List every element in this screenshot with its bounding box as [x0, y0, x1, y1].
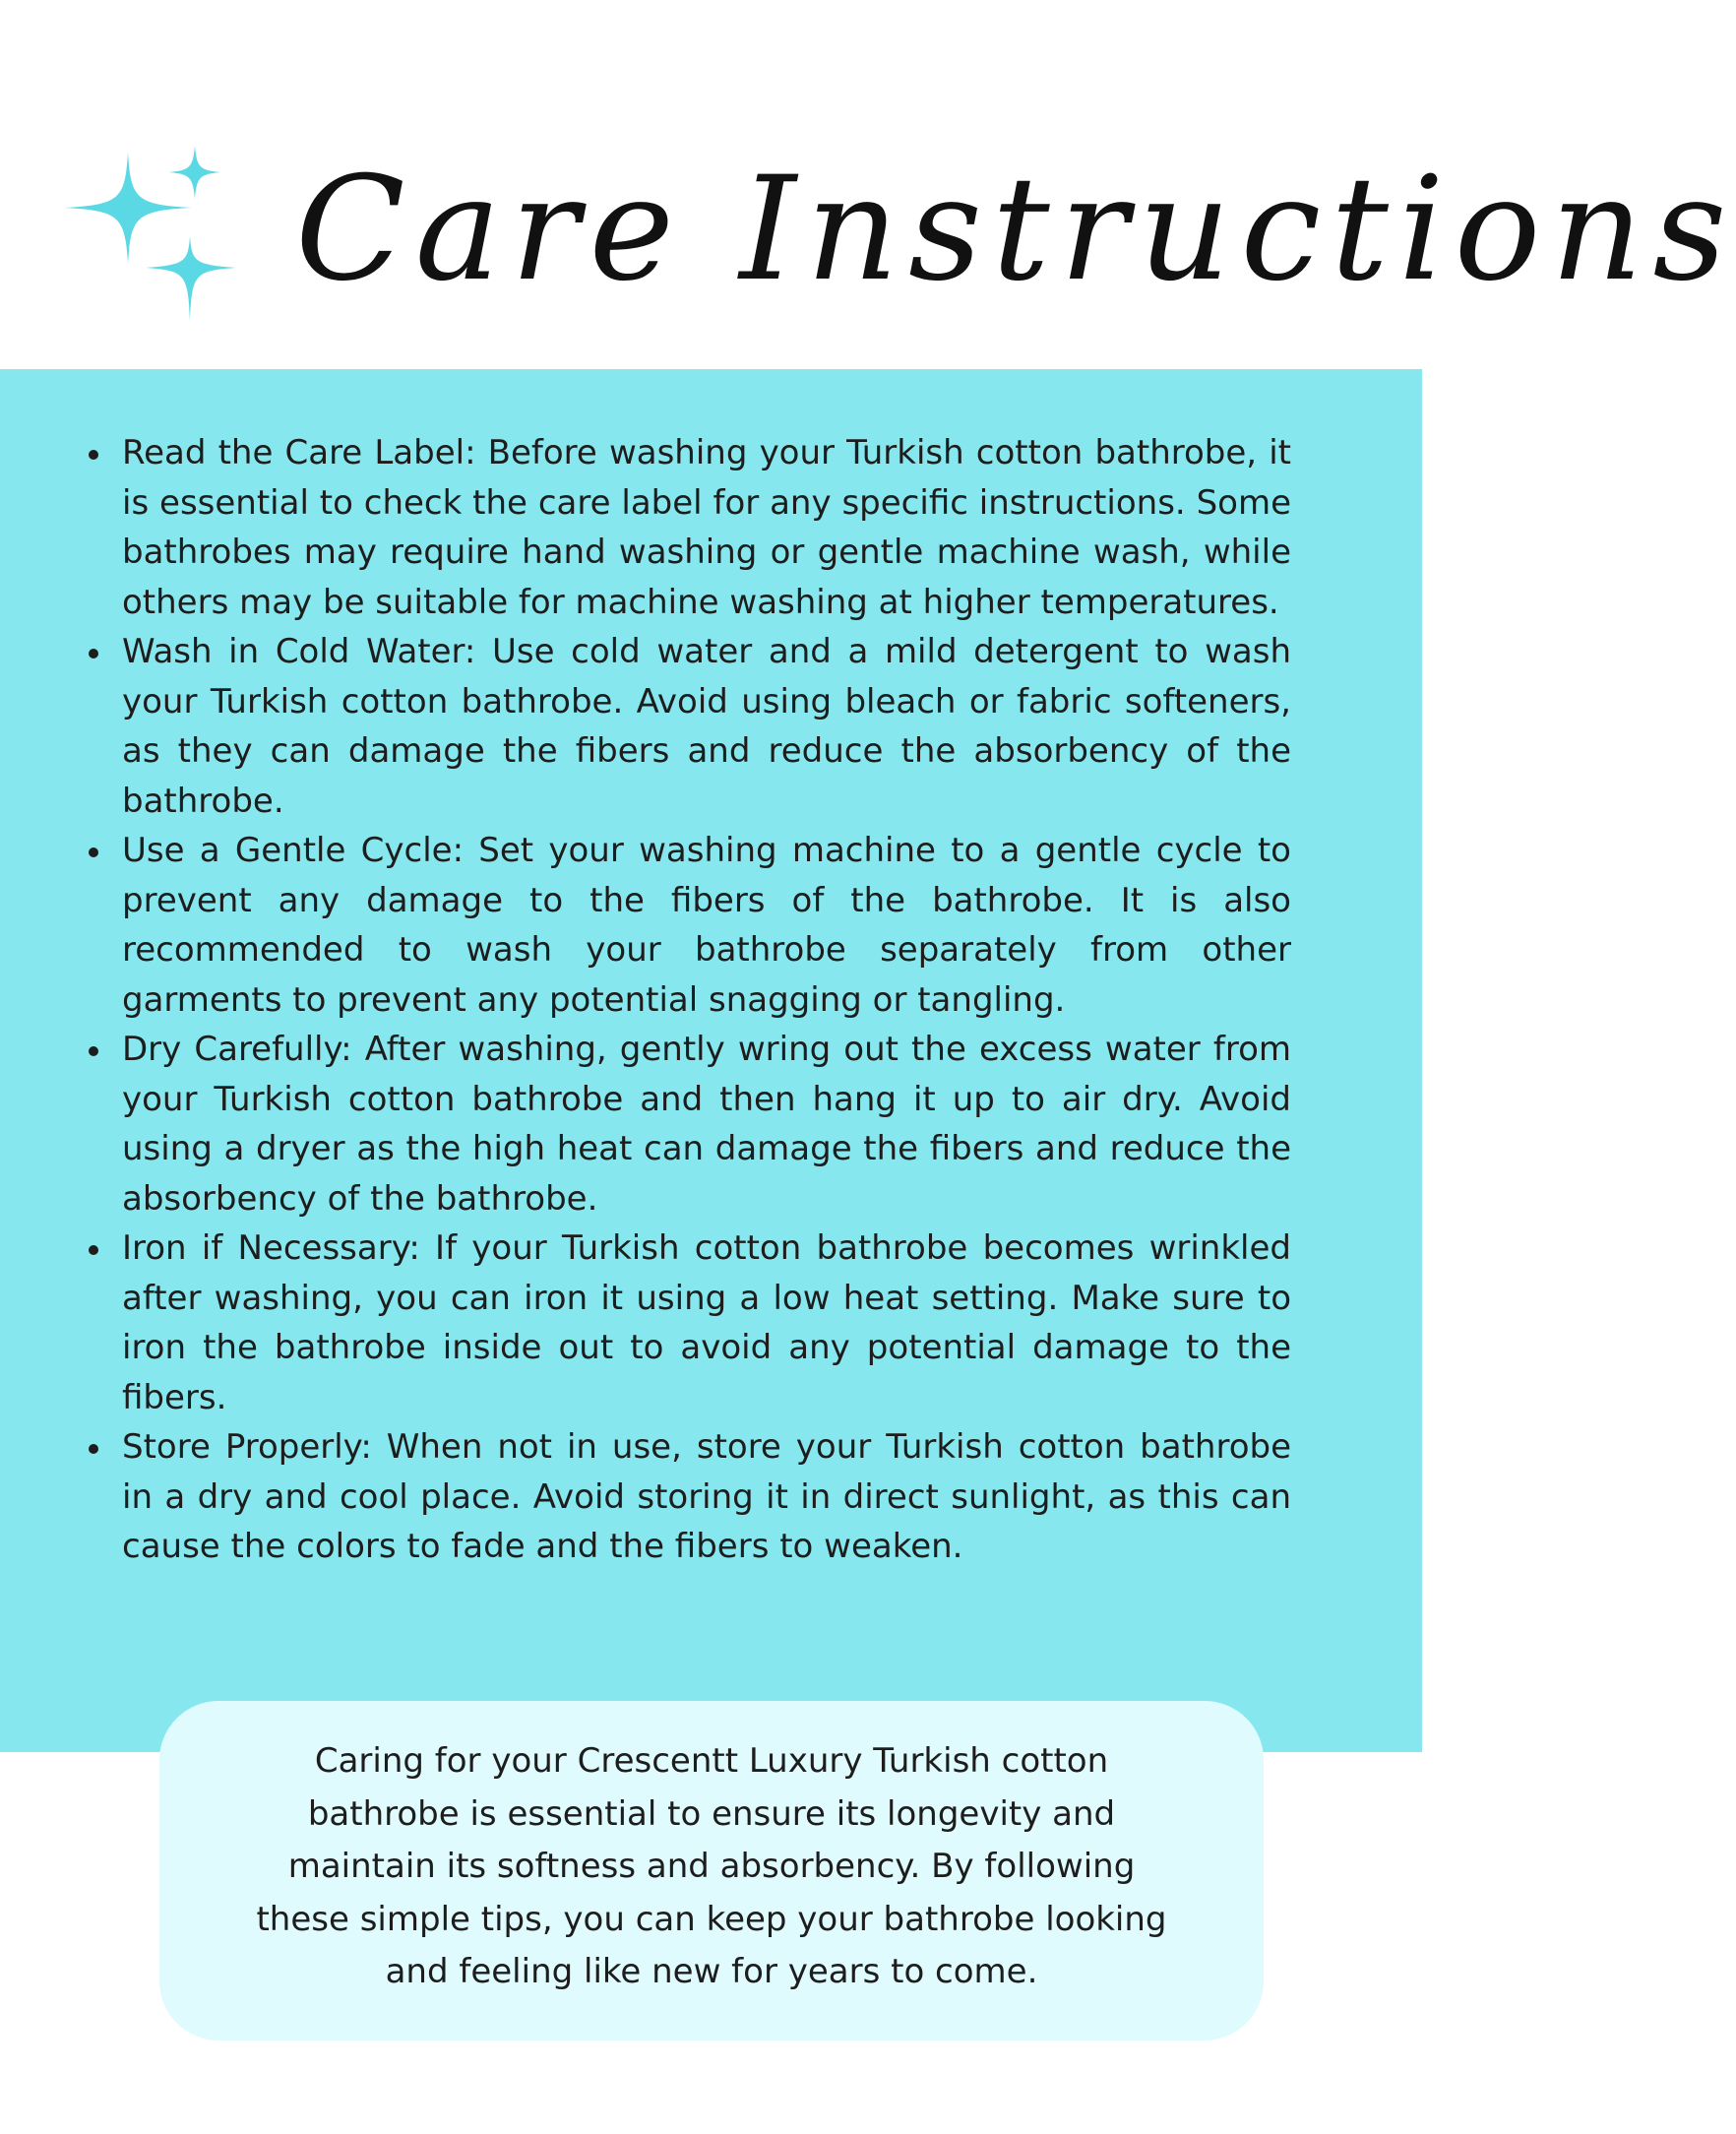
bullet-icon	[89, 1444, 98, 1454]
care-item-text: Wash in Cold Water: Use cold water and a mild detergent to wash your Turkish cotton bathrobe. Avoid using bleach or fabric softeners, as they can damage the fibers and reduce the absorbency of the bathrobe.	[122, 632, 1291, 821]
sparkle-small-top	[169, 146, 220, 199]
sparkle-icon	[59, 138, 246, 335]
sparkle-large	[64, 153, 192, 264]
care-item-text: Store Properly: When not in use, store your Turkish cotton bathrobe in a dry and cool place. Avoid storing it in direct sunlight, as this can cause the colors to fade and the fibers to weaken.	[122, 1427, 1291, 1566]
summary-box	[159, 1701, 1264, 2040]
care-item-text: Iron if Necessary: If your Turkish cotton bathrobe becomes wrinkled after washing, you can iron it using a low heat setting. Make sure to iron the bathrobe inside out to avoid any potential damage to the fibers.	[122, 1228, 1291, 1417]
care-item-store	[89, 1422, 1291, 1572]
care-item-text: Dry Carefully: After washing, gently wring out the excess water from your Turkish cotton bathrobe and then hang it up to air dry. Avoid using a dryer as the high heat can damage the fibers and reduce the absorbency of the bathrobe.	[122, 1030, 1291, 1219]
summary-line: bathrobe is essential to ensure its longevity and	[307, 1793, 1116, 1834]
bullet-icon	[89, 649, 98, 659]
bullet-icon	[89, 450, 98, 460]
care-item-dry-carefully	[89, 1025, 1291, 1224]
care-item-iron	[89, 1224, 1291, 1422]
summary-text	[159, 1735, 1264, 1999]
care-item-text: Read the Care Label: Before washing your Turkish cotton bathrobe, it is essential to check the care label for any specific instructions. Some bathrobes may require hand washing or gentle machine wash, while others may be suitable for machine washing at higher temperatures.	[122, 433, 1291, 622]
summary-line: Caring for your Crescentt Luxury Turkish cotton	[314, 1741, 1109, 1781]
care-item-read-label	[89, 428, 1291, 627]
summary-line: maintain its softness and absorbency. By following	[287, 1847, 1136, 1886]
bullet-icon	[89, 847, 98, 857]
sparkle-small-bottom	[146, 236, 236, 321]
bullet-icon	[89, 1046, 98, 1056]
care-instructions-panel	[0, 369, 1422, 1752]
bullet-icon	[89, 1245, 98, 1255]
summary-line: and feeling like new for years to come.	[385, 1952, 1038, 1991]
header	[0, 0, 1736, 369]
care-item-cold-water	[89, 627, 1291, 826]
summary-line: these simple tips, you can keep your bathrobe looking	[256, 1899, 1167, 1939]
care-item-text: Use a Gentle Cycle: Set your washing machine to a gentle cycle to prevent any damage to the fibers of the bathrobe. It is also recommended to wash your bathrobe separately from other garments to prevent any potential snagging or tangling.	[122, 831, 1291, 1020]
page-title: Care Instructions	[295, 146, 1736, 313]
care-instructions-list	[89, 428, 1291, 1572]
care-item-gentle-cycle	[89, 826, 1291, 1025]
